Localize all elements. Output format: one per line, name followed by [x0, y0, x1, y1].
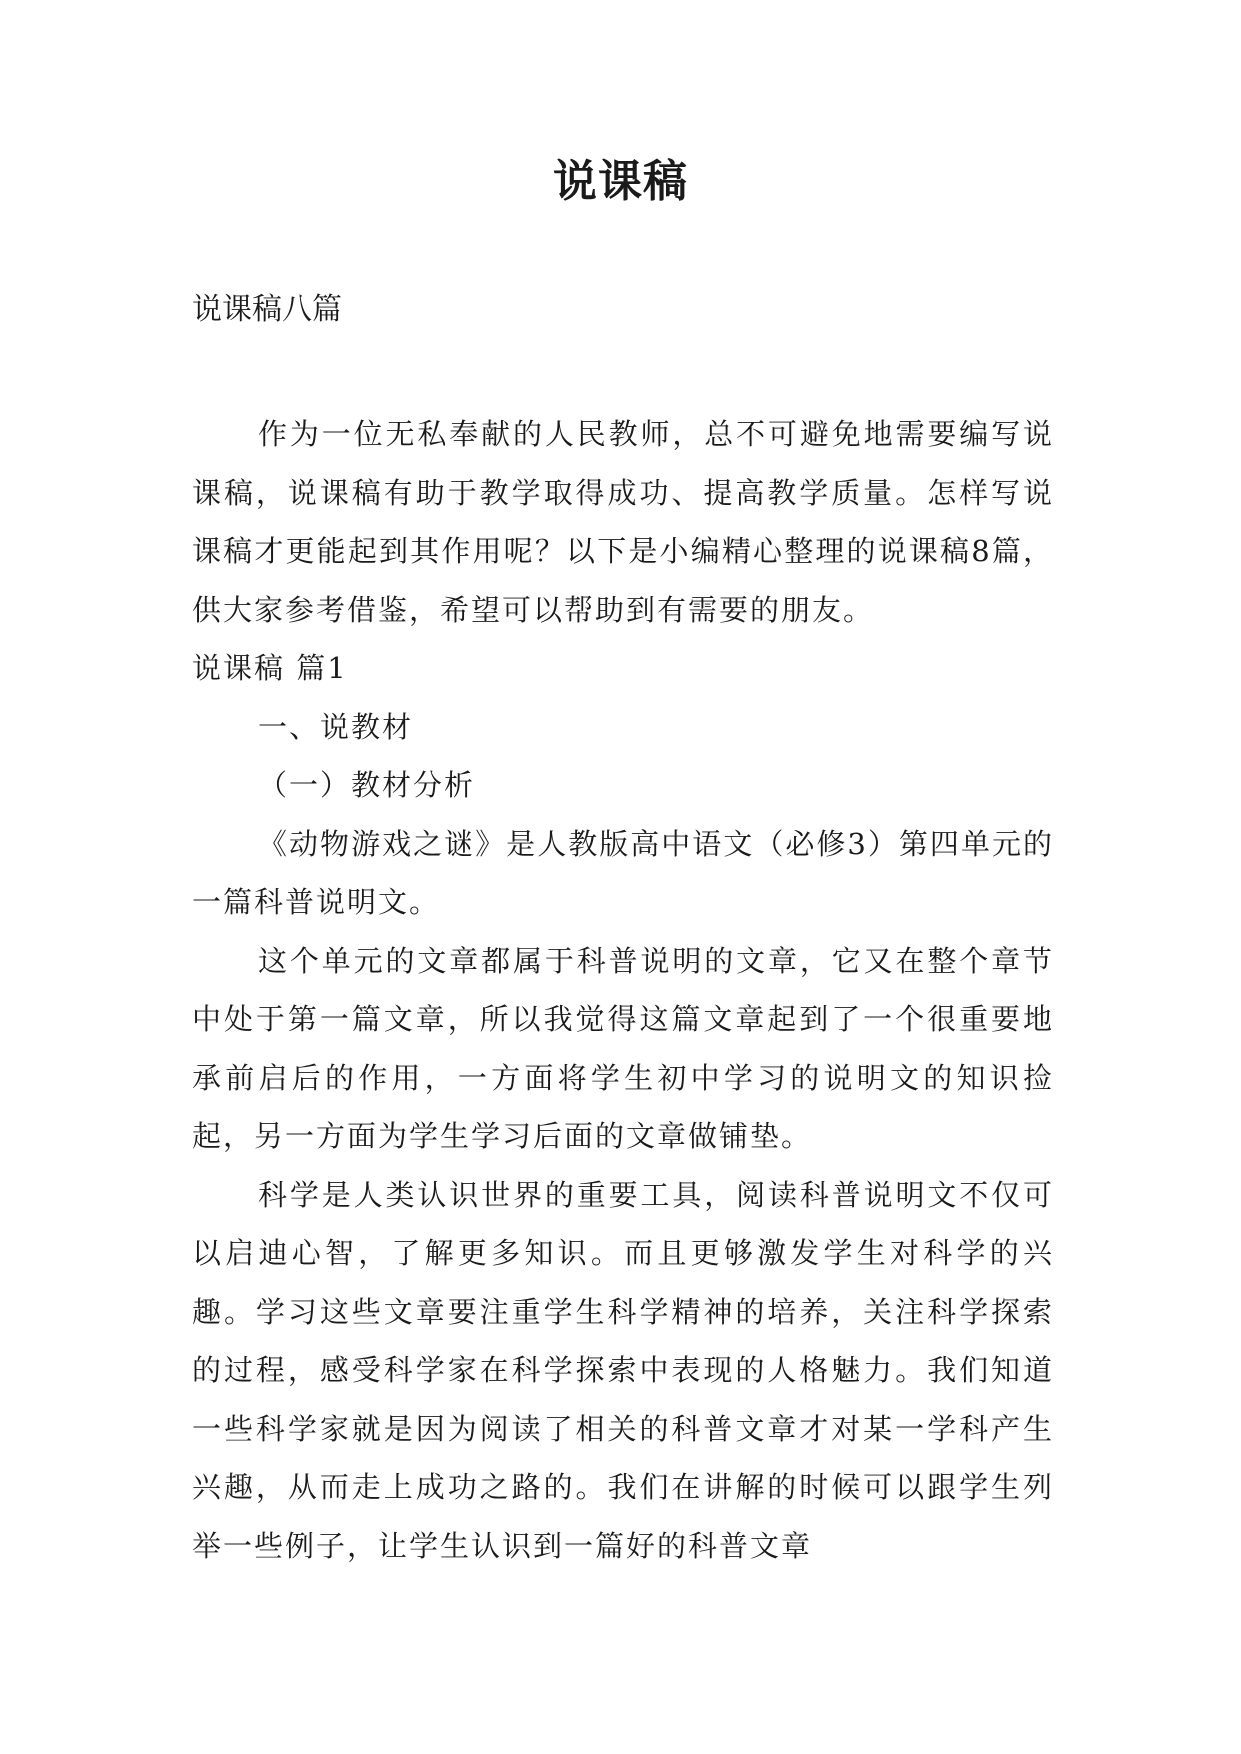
paragraph-unit-role: 这个单元的文章都属于科普说明的文章，它又在整个章节中处于第一篇文章，所以我觉得这篇文章起到了一个很重要地承前启后的作用，一方面将学生初中学习的说明文的知识捡起，另一方面为学生学习后面的文章做铺垫。	[192, 943, 1054, 1153]
paragraph-text-intro: 《动物游戏之谜》是人教版高中语文（必修3）第四单元的一篇科普说明文。	[192, 826, 1054, 919]
document-title: 说课稿	[553, 156, 688, 207]
heading-textbook: 一、说教材	[258, 709, 414, 744]
paragraph-intro: 作为一位无私奉献的人民教师，总不可避免地需要编写说课稿，说课稿有助于教学取得成功、提高教学质量。怎样写说课稿才更能起到其作用呢？以下是小编精心整理的说课稿8篇，供大家参考借鉴，希望可以帮助到有需要的朋友。	[192, 417, 1054, 627]
document-subtitle: 说课稿八篇	[192, 292, 342, 327]
section-heading-part1: 说课稿 篇1	[192, 651, 348, 685]
document-body	[192, 405, 1054, 1575]
paragraph-science-importance: 科学是人类认识世界的重要工具，阅读科普说明文不仅可以启迪心智，了解更多知识。而且更够激发学生对科学的兴趣。学习这些文章要注重学生科学精神的培养，关注科学探索的过程，感受科学家在科学探索中表现的人格魅力。我们知道一些科学家就是因为阅读了相关的科普文章才对某一学科产生兴趣，从而走上成功之路的。我们在讲解的时候可以跟学生列举一些例子，让学生认识到一篇好的科普文章	[192, 1177, 1054, 1563]
subheading-textbook-analysis: （一）教材分析	[258, 768, 476, 802]
